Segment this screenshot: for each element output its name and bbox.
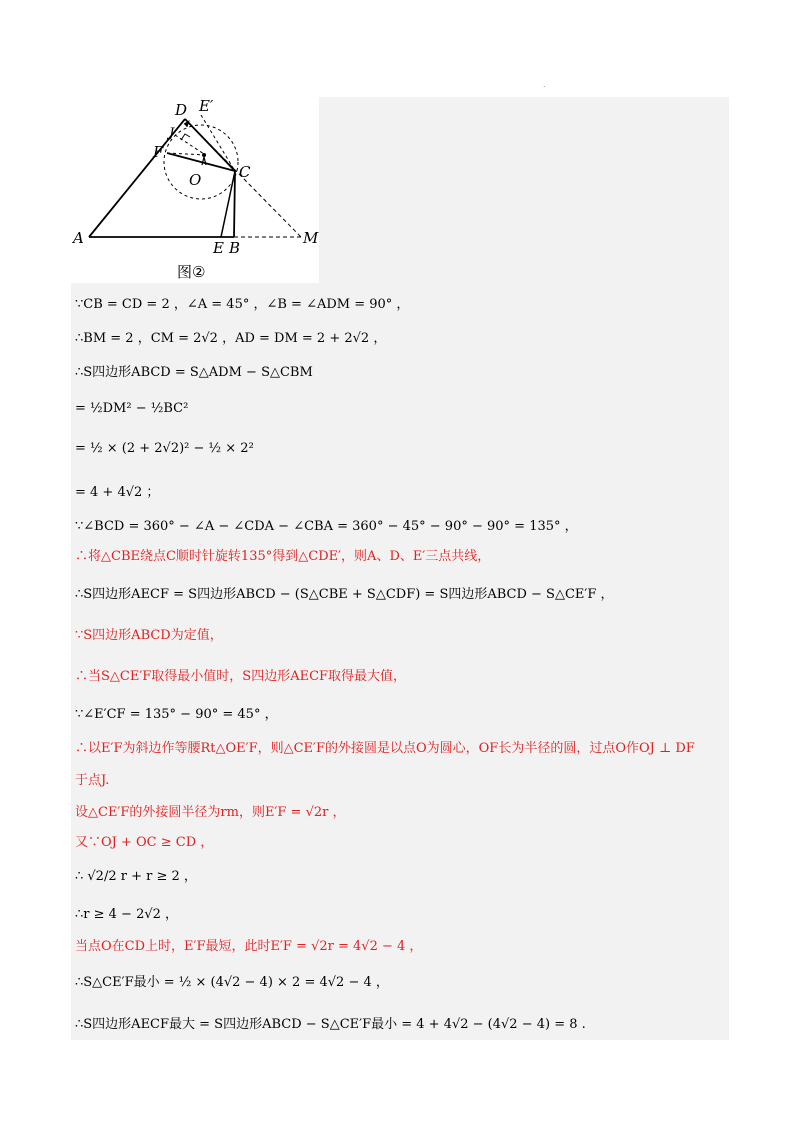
- arrow-head-D: [184, 121, 189, 127]
- label-C: C: [239, 163, 251, 181]
- solution-panel: [71, 97, 729, 1040]
- right-angle-mark: [181, 134, 190, 140]
- page-top-mark: .: [543, 80, 546, 89]
- solution-line-2: ∴BM = 2 ，CM = 2√2 ，AD = DM = 2 + 2√2 ，: [75, 331, 387, 346]
- solution-line-9: ∴S四边形AECF = S四边形ABCD − (S△CBE + S△CDF) = S四边形ABCD − S△CE′F ，: [75, 587, 614, 602]
- label-F: F: [153, 143, 164, 161]
- label-E-prime: E′: [199, 97, 214, 115]
- solution-line-20: ∴S△CE′F最小 = ½ × (4√2 − 4) × 2 = 4√2 − 4 ，: [75, 975, 389, 990]
- figure-caption: 图②: [177, 263, 206, 281]
- geometry-figure: [71, 97, 319, 283]
- arrow-mark: [202, 157, 206, 165]
- solution-line-21: ∴S四边形AECF最大 = S四边形ABCD − S△CE′F最小 = 4 + 4√2 − (4√2 − 4) = 8 .: [75, 1017, 586, 1032]
- solution-line-12: ∵∠E′CF = 135° − 90° = 45° ，: [75, 707, 278, 722]
- label-D: D: [175, 101, 188, 119]
- solution-line-18: ∴r ≥ 4 − 2√2 ，: [75, 907, 179, 922]
- solution-line-10: ∵S四边形ABCD为定值，: [75, 628, 223, 643]
- label-A: A: [73, 229, 84, 247]
- solution-line-14: 于点J.: [75, 773, 110, 788]
- label-E: E: [213, 239, 224, 257]
- label-J: J: [169, 126, 175, 141]
- solution-line-13: ∴以E′F为斜边作等腰Rt△OE′F，则△CE′F的外接圆是以点O为圆心，OF长为半径的圆，过点O作OJ ⊥ DF: [75, 741, 695, 756]
- solution-line-3: ∴S四边形ABCD = S△ADM − S△CBM: [75, 365, 313, 380]
- geometry-diagram: [71, 97, 319, 283]
- solution-line-7: ∵∠BCD = 360° − ∠A − ∠CDA − ∠CBA = 360° − 45° − 90° − 90° = 135° ，: [75, 519, 578, 534]
- solution-line-1: ∵CB = CD = 2 ，∠A = 45° ，∠B = ∠ADM = 90° ，: [75, 297, 410, 312]
- solution-line-6: = 4 + 4√2 ；: [75, 485, 160, 500]
- solution-line-16: 又∵OJ + OC ≥ CD ，: [75, 835, 214, 850]
- solution-line-11: ∴当S△CE′F取得最小值时，S四边形AECF取得最大值，: [75, 669, 407, 684]
- solution-line-8: ∴将△CBE绕点C顺时针旋转135°得到△CDE′，则A、D、E′三点共线，: [75, 549, 491, 564]
- label-M: M: [303, 229, 319, 247]
- label-O: O: [189, 171, 202, 189]
- solution-line-17: ∴ √2/2 r + r ≥ 2 ，: [75, 869, 197, 884]
- segment-OJ: [175, 135, 204, 154]
- point-O: [202, 153, 206, 157]
- segment-CE: [221, 171, 235, 237]
- segment-CB: [234, 171, 235, 237]
- solution-line-5: = ½ × (2 + 2√2)² − ½ × 2²: [75, 441, 254, 456]
- segment-FC: [167, 153, 235, 171]
- solution-line-19: 当点O在CD上时，E′F最短，此时E′F = √2r = 4√2 − 4 ，: [75, 939, 423, 954]
- solution-line-4: = ½DM² − ½BC²: [75, 401, 189, 416]
- solution-line-15: 设△CE′F的外接圆半径为rm，则E′F = √2r ，: [75, 805, 346, 820]
- label-B: B: [229, 239, 241, 257]
